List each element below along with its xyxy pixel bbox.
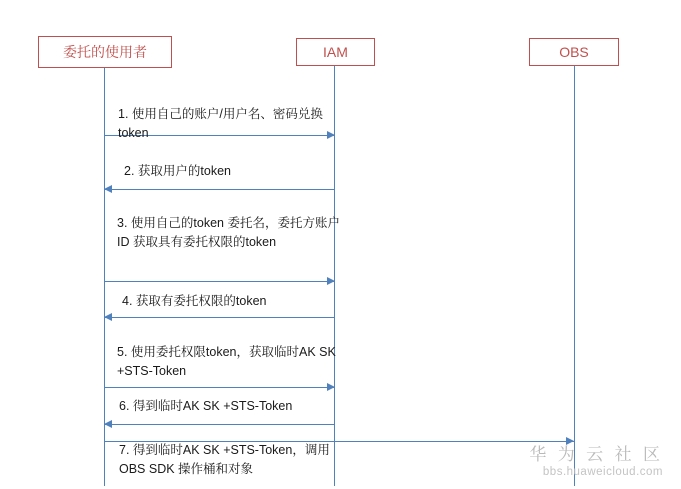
message-line-6 <box>104 424 334 425</box>
watermark-brand: 华 为 云 社 区 <box>529 445 663 465</box>
message-label-6: 6. 得到临时AK SK +STS-Token <box>119 399 293 413</box>
actor-box-obs <box>529 38 619 66</box>
message-label-4: 4. 获取有委托权限的token <box>122 294 267 308</box>
message-label-5: 5. 使用委托权限token，获取临时AK SK +STS-Token <box>117 345 336 378</box>
message-arrow-3-icon <box>327 277 335 285</box>
message-line-2 <box>104 189 334 190</box>
watermark-url: bbs.huaweicloud.com <box>542 466 663 478</box>
message-label-3: 3. 使用自己的token 委托名，委托方账户ID 获取具有委托权限的token <box>117 216 340 249</box>
actor-label-iam: IAM <box>323 44 348 60</box>
message-arrow-2-icon <box>104 185 112 193</box>
actor-box-iam <box>296 38 375 66</box>
lifeline-obs <box>574 66 575 486</box>
message-line-5 <box>104 387 334 388</box>
actor-label-user: 委托的使用者 <box>63 44 147 60</box>
actor-box-user <box>38 36 172 68</box>
message-arrow-6-icon <box>104 420 112 428</box>
message-arrow-4-icon <box>104 313 112 321</box>
message-label-1: 1. 使用自己的账户/用户名、密码兑换 token <box>118 107 323 140</box>
actor-label-obs: OBS <box>559 44 589 60</box>
message-line-3 <box>104 281 334 282</box>
message-label-2: 2. 获取用户的token <box>124 164 231 178</box>
message-line-4 <box>104 317 334 318</box>
message-label-7: 7. 得到临时AK SK +STS-Token，调用OBS SDK 操作桶和对象 <box>119 443 330 476</box>
message-arrow-5-icon <box>327 383 335 391</box>
